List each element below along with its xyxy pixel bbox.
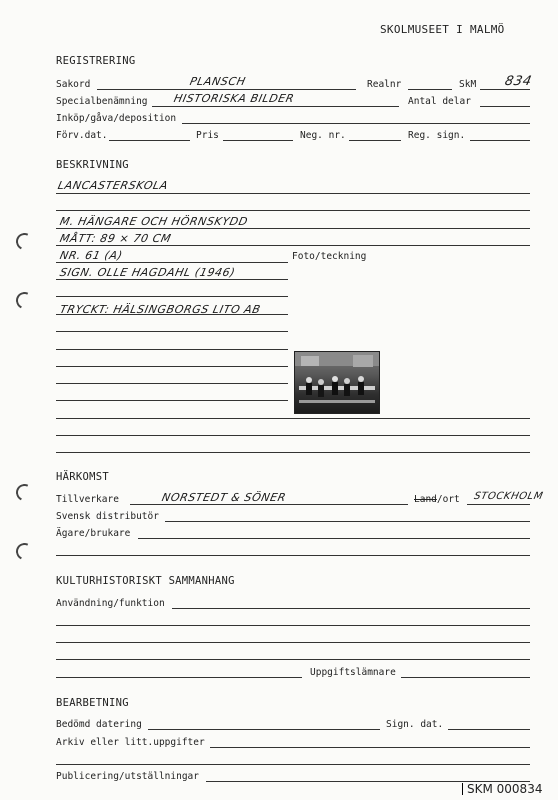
beskrivning-line-6: TRYCKT: HÄLSINGBORGS LITO AB: [58, 303, 262, 316]
tillverkare-label: Tillverkare: [56, 494, 119, 505]
datering-label: Bedömd datering: [56, 719, 142, 730]
sakord-value: PLANSCH: [188, 75, 248, 88]
antal-delar-label: Antal delar: [408, 96, 471, 107]
pris-label: Pris: [196, 130, 219, 141]
anvandning-label: Användning/funktion: [56, 598, 165, 609]
reg-sign-label: Reg. sign.: [408, 130, 466, 141]
punch-hole-icon: [14, 231, 36, 253]
distributor-label: Svensk distributör: [56, 511, 159, 522]
neg-nr-label: Neg. nr.: [300, 130, 346, 141]
beskrivning-line-4: NR. 61 (A): [58, 249, 124, 262]
punch-hole-icon: [14, 482, 36, 504]
archive-number-stamp: SKM 000834: [462, 783, 542, 795]
tillverkare-value: NORSTEDT & SÖNER: [160, 491, 288, 504]
sakord-label: Sakord: [56, 79, 91, 90]
specialbenamning-value: HISTORISKA BILDER: [172, 92, 296, 105]
ort-label: /ort: [436, 494, 460, 505]
beskrivning-line-3: MÅTT: 89 × 70 CM: [58, 232, 173, 245]
land-label: Land: [414, 494, 437, 505]
punch-hole-icon: [14, 290, 36, 312]
poster-photo: [294, 351, 380, 414]
forv-dat-label: Förv.dat.: [56, 130, 108, 141]
section-beskrivning: BESKRIVNING: [56, 159, 129, 171]
section-harkomst: HÄRKOMST: [56, 471, 109, 483]
punch-hole-icon: [14, 541, 36, 563]
foto-teckning-label: Foto/teckning: [292, 251, 367, 262]
beskrivning-line-5: SIGN. OLLE HAGDAHL (1946): [58, 266, 237, 279]
land-ort-label: [414, 495, 460, 505]
skm-label: SkM: [459, 79, 477, 90]
uppgiftslamnare-label: Uppgiftslämnare: [310, 667, 396, 678]
sign-dat-label: Sign. dat.: [386, 719, 444, 730]
section-bearbetning: BEARBETNING: [56, 697, 129, 709]
realnr-label: Realnr: [367, 79, 402, 90]
section-registrering: REGISTRERING: [56, 55, 136, 67]
ort-value: STOCKHOLM: [472, 491, 545, 502]
publicering-label: Publicering/utställningar: [56, 771, 199, 782]
arkiv-label: Arkiv eller litt.uppgifter: [56, 737, 205, 748]
beskrivning-line-1: LANCASTERSKOLA: [56, 179, 170, 192]
museum-name: SKOLMUSEET I MALMÖ: [380, 23, 505, 36]
section-kultur: KULTURHISTORISKT SAMMANHANG: [56, 575, 235, 587]
specialbenamning-label: Specialbenämning: [56, 96, 148, 107]
beskrivning-line-2: M. HÄNGARE OCH HÖRNSKYDD: [58, 215, 250, 228]
skm-value: 834: [503, 74, 534, 89]
agare-label: Ägare/brukare: [56, 528, 131, 539]
inkop-label: Inköp/gåva/deposition: [56, 113, 177, 124]
